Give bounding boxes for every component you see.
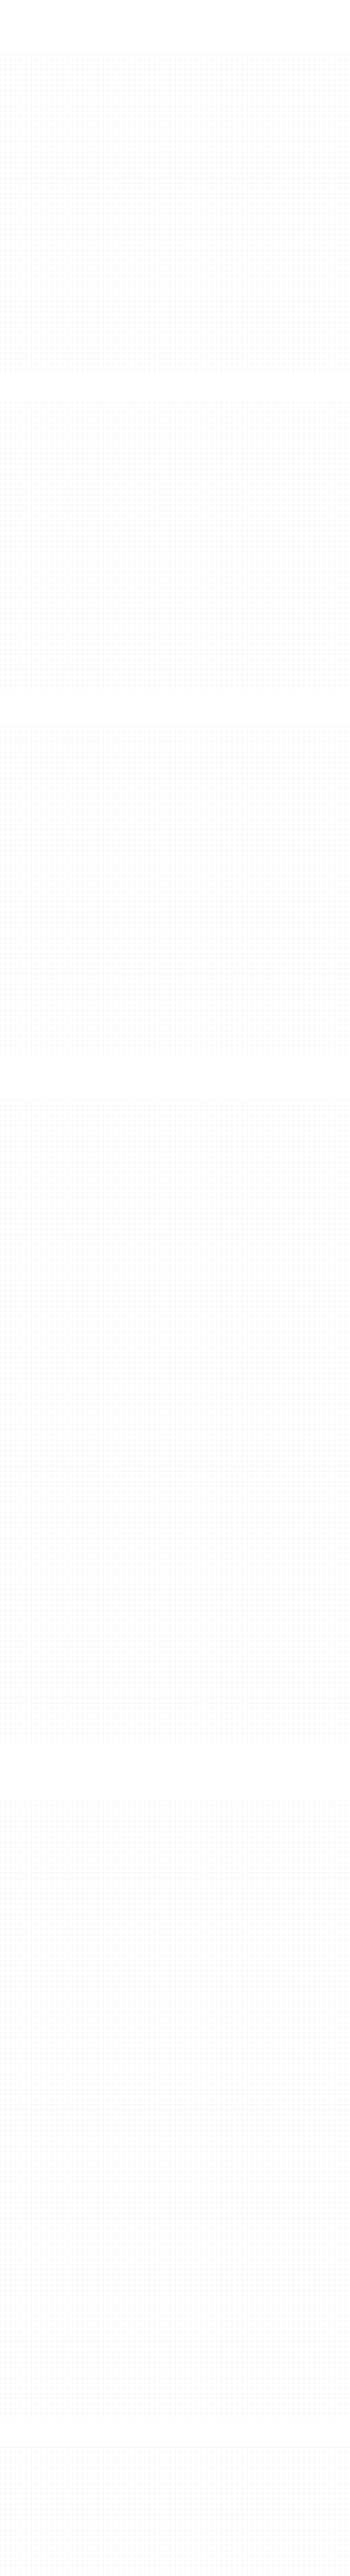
text-block bbox=[0, 2419, 350, 2447]
coordinate-figure bbox=[0, 1100, 350, 1425]
text-block bbox=[0, 374, 350, 402]
coordinate-figure bbox=[0, 726, 350, 1056]
coordinate-figure bbox=[0, 2447, 350, 2576]
text-block bbox=[0, 0, 350, 54]
text-block bbox=[0, 690, 350, 726]
text-block bbox=[0, 1056, 350, 1100]
coordinate-figure bbox=[0, 2120, 350, 2419]
coordinate-figure bbox=[0, 1425, 350, 1744]
coordinate-figure bbox=[0, 402, 350, 690]
coordinate-figure bbox=[0, 1801, 350, 2120]
coordinate-figure bbox=[0, 54, 350, 374]
text-block bbox=[0, 1744, 350, 1801]
